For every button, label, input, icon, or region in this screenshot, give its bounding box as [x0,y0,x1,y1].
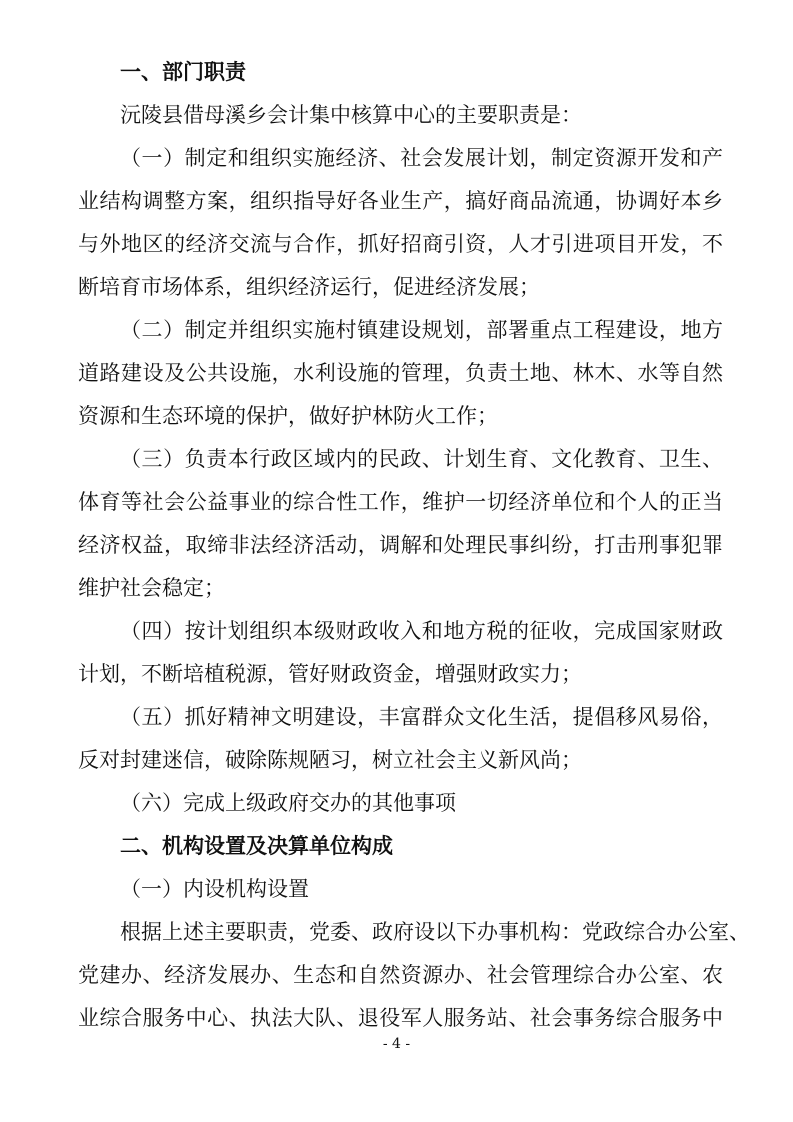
subsection-heading: （一）内设机构设置 [120,877,309,901]
paragraph-line: 资源和生态环境的保护，做好护林防火工作； [78,404,498,428]
section-heading-1: 一、部门职责 [120,60,246,84]
paragraph-line: （三）负责本行政区域内的民政、计划生育、文化教育、卫生、 [120,447,723,471]
paragraph-line: 与外地区的经济交流与合作，抓好招商引资，人才引进项目开发，不 [78,232,723,256]
paragraph-line: （六）完成上级政府交办的其他事项 [120,791,456,815]
section-heading-2: 二、机构设置及决算单位构成 [120,834,393,858]
paragraph-line: 根据上述主要职责，党委、政府设以下办事机构：党政综合办公室、 [120,920,750,944]
paragraph-line: 业综合服务中心、执法大队、退役军人服务站、社会事务综合服务中 [78,1006,723,1030]
paragraph-line: 道路建设及公共设施，水利设施的管理，负责土地、林木、水等自然 [78,361,723,385]
paragraph-line: 计划，不断培植税源，管好财政资金，增强财政实力； [78,662,582,686]
page-number: - 4 - [382,1036,411,1052]
paragraph-line: （四）按计划组织本级财政收入和地方税的征收，完成国家财政 [120,619,723,643]
paragraph-line: 体育等社会公益事业的综合性工作，维护一切经济单位和个人的正当 [78,490,723,514]
paragraph-line: 党建办、经济发展办、生态和自然资源办、社会管理综合办公室、农 [78,963,723,987]
paragraph-intro: 沅陵县借母溪乡会计集中核算中心的主要职责是： [120,103,582,127]
paragraph-line: 反对封建迷信，破除陈规陋习，树立社会主义新风尚； [78,748,582,772]
paragraph-line: 业结构调整方案，组织指导好各业生产，搞好商品流通，协调好本乡 [78,189,723,213]
paragraph-line: 经济权益，取缔非法经济活动，调解和处理民事纠纷，打击刑事犯罪 [78,533,723,557]
paragraph-line: （五）抓好精神文明建设，丰富群众文化生活，提倡移风易俗， [120,705,723,729]
paragraph-line: 断培育市场体系，组织经济运行，促进经济发展； [78,275,540,299]
paragraph-line: （二）制定并组织实施村镇建设规划，部署重点工程建设，地方 [120,318,723,342]
paragraph-line: （一）制定和组织实施经济、社会发展计划，制定资源开发和产 [120,146,723,170]
paragraph-line: 维护社会稳定； [78,576,225,600]
